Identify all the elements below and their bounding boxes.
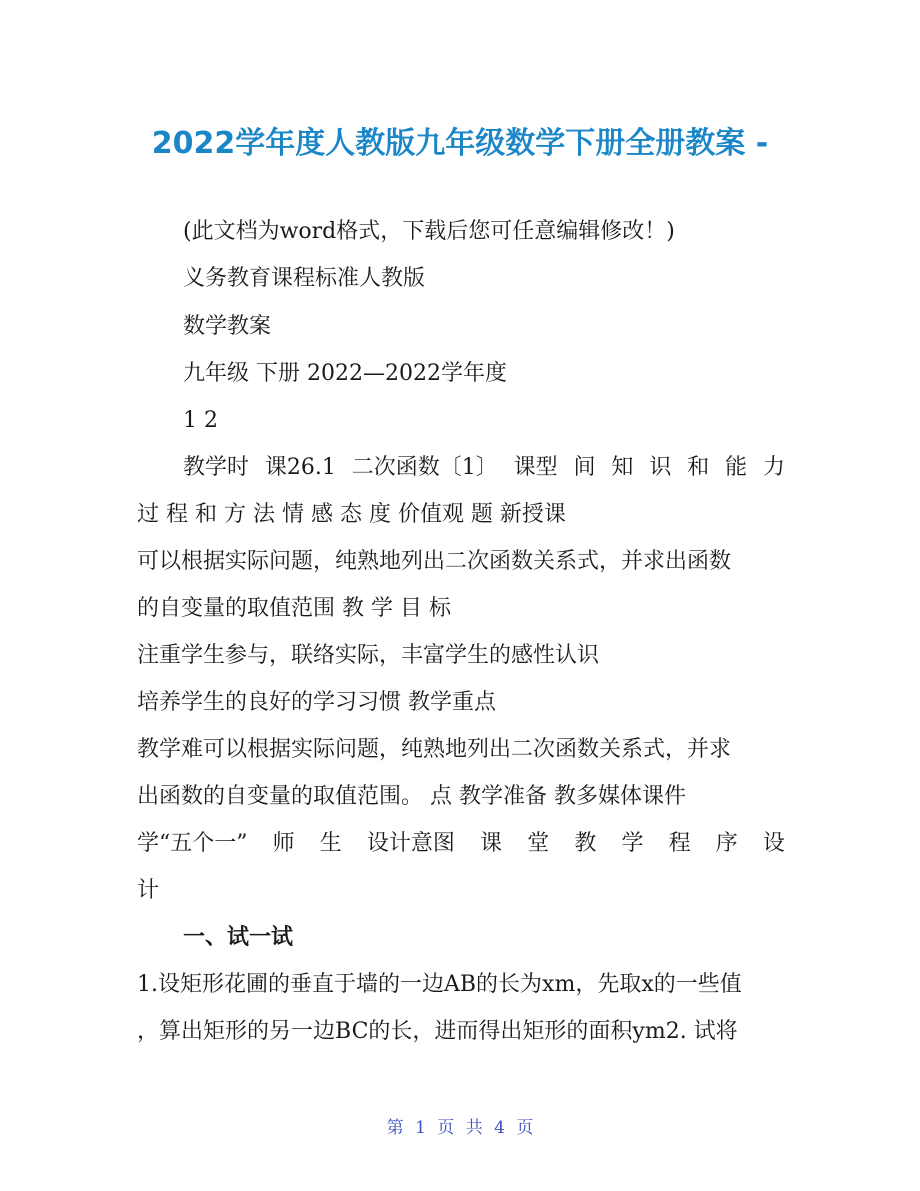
text-line-13: 出函数的自变量的取值范围。 点 教学准备 教多媒体课件 <box>137 784 686 809</box>
text-token: 生 <box>319 831 342 856</box>
text-token: 间 <box>573 455 596 480</box>
document-title: 2022学年度人教版九年级数学下册全册教案 - <box>151 126 769 161</box>
text-token: 序 <box>715 831 738 856</box>
text-token: 知 <box>611 455 634 480</box>
text-line-2: 义务教育课程标准人教版 <box>183 266 426 291</box>
text-line-9: 的自变量的取值范围 教 学 目 标 <box>137 596 451 621</box>
page-footer: 第 1 页 共 4 页 <box>386 1118 534 1138</box>
text-token: 学“五个一” <box>137 831 248 856</box>
text-line-5: 1 2 <box>183 408 218 433</box>
text-token: 设计意图 <box>366 831 455 856</box>
section-heading: 一、试一试 <box>183 925 294 950</box>
text-line-7: 过 程 和 方 法 情 感 态 度 价值观 题 新授课 <box>137 502 566 527</box>
text-token: 教 <box>574 831 597 856</box>
text-token: 二次函数〔1〕 <box>351 455 498 480</box>
text-line-1: (此文档为word格式，下载后您可任意编辑修改！) <box>183 219 675 244</box>
text-token: 师 <box>272 831 295 856</box>
text-line-15: 计 <box>137 878 160 903</box>
text-line-16: 1.设矩形花圃的垂直于墙的一边AB的长为xm，先取x的一些值 <box>137 972 742 997</box>
text-token: 识 <box>649 455 672 480</box>
text-token: 力 <box>762 455 785 480</box>
text-line-17: ，算出矩形的另一边BC的长，进而得出矩形的面积ym2. 试将 <box>137 1019 738 1044</box>
text-line-14 <box>137 829 785 859</box>
text-token: 堂 <box>527 831 550 856</box>
text-line-6 <box>183 453 785 483</box>
text-line-11: 培养学生的良好的学习习惯 教学重点 <box>137 690 496 715</box>
text-token: 设 <box>762 831 785 856</box>
text-line-4: 九年级 下册 2022—2022学年度 <box>183 361 507 386</box>
text-token: 课26.1 <box>264 455 336 480</box>
text-token: 教学时 <box>183 455 250 480</box>
text-token: 课型 <box>513 455 558 480</box>
text-line-3: 数学教案 <box>183 314 272 339</box>
text-token: 能 <box>725 455 748 480</box>
text-token: 课 <box>480 831 503 856</box>
text-line-8: 可以根据实际问题，纯熟地列出二次函数关系式，并求出函数 <box>137 549 732 574</box>
text-line-10: 注重学生参与，联络实际，丰富学生的感性认识 <box>137 643 600 668</box>
text-line-12: 教学难可以根据实际问题，纯熟地列出二次函数关系式，并求 <box>137 737 732 762</box>
text-token: 程 <box>668 831 691 856</box>
text-token: 和 <box>687 455 710 480</box>
text-token: 学 <box>621 831 644 856</box>
